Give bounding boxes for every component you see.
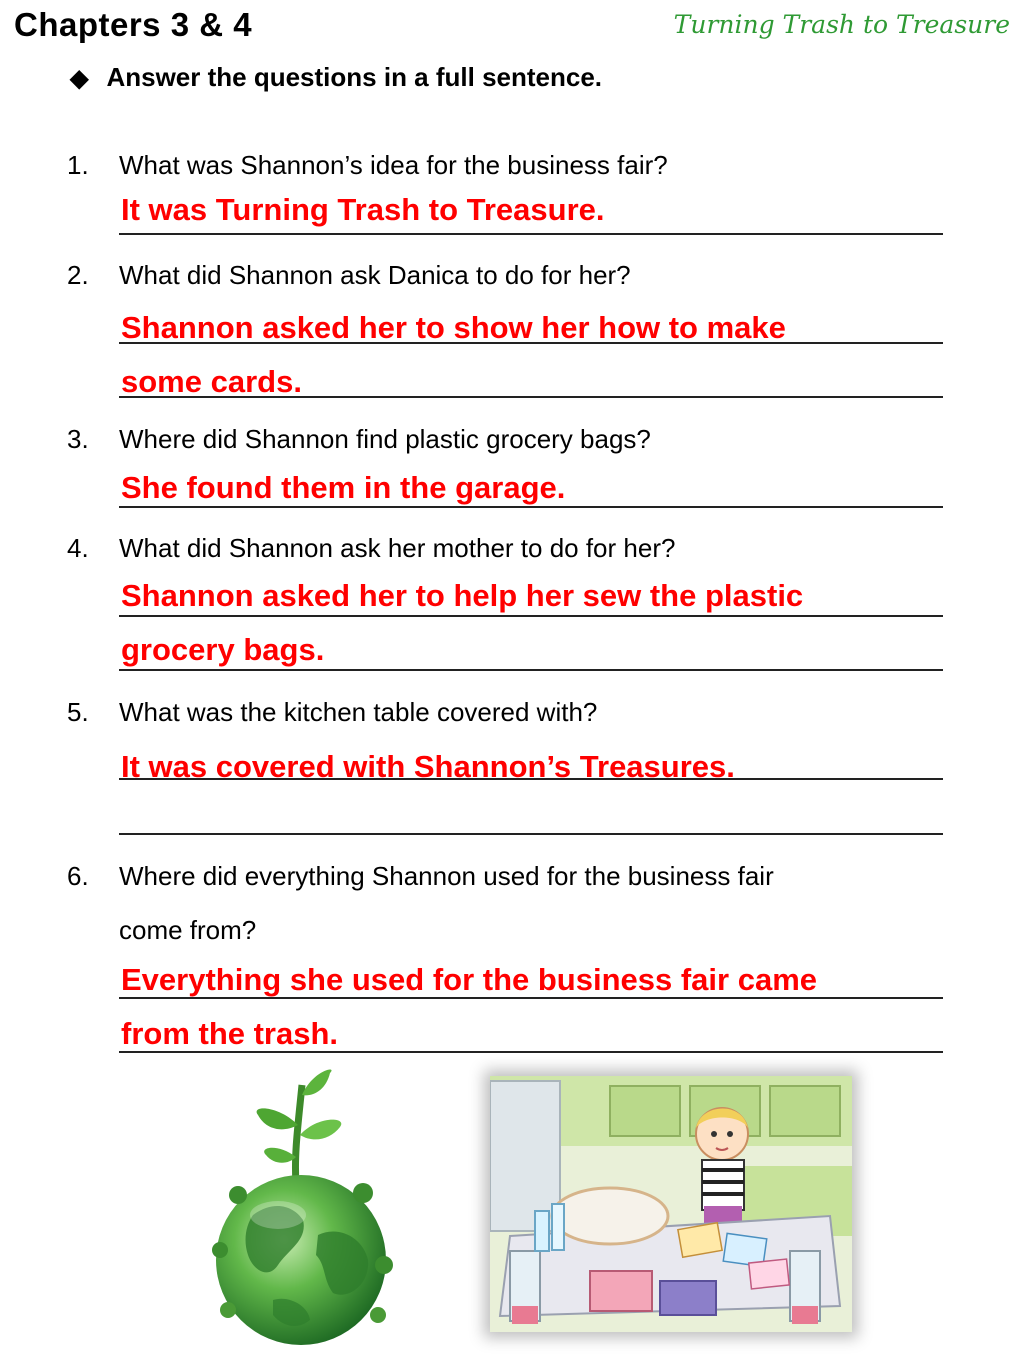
globe-sprout-icon xyxy=(198,1065,408,1345)
diamond-bullet-icon: ◆ xyxy=(70,65,89,92)
instruction-text: Answer the questions in a full sentence. xyxy=(106,62,603,92)
page-title: Chapters 3 & 4 xyxy=(14,6,253,43)
answer-line xyxy=(119,506,943,508)
green-globe-illustration xyxy=(198,1065,408,1345)
answer-line xyxy=(119,615,943,617)
answer-line xyxy=(119,669,943,671)
answer-line xyxy=(119,1051,943,1053)
answer-text: Everything she used for the business fair came xyxy=(121,962,818,997)
question-number: 2. xyxy=(67,260,89,290)
girl-with-treasures-icon xyxy=(490,1076,852,1332)
answer-text: Shannon asked her to show her how to make xyxy=(121,310,786,345)
answer-text: grocery bags. xyxy=(121,632,325,667)
question-text: come from? xyxy=(119,915,257,945)
answer-text: some cards. xyxy=(121,364,302,399)
question-number: 6. xyxy=(67,861,89,891)
answer-text: from the trash. xyxy=(121,1016,339,1051)
answer-line xyxy=(119,833,943,835)
question-text: Where did everything Shannon used for the business fair xyxy=(119,861,774,891)
question-text: Where did Shannon find plastic grocery bags? xyxy=(119,424,651,454)
answer-line xyxy=(119,233,943,235)
page-subtitle: Turning Trash to Treasure xyxy=(673,10,1010,39)
answer-text: It was covered with Shannon’s Treasures. xyxy=(121,749,735,784)
question-text: What was Shannon’s idea for the business fair? xyxy=(119,150,668,180)
question-text: What did Shannon ask her mother to do for her? xyxy=(119,533,676,563)
answer-line xyxy=(119,997,943,999)
question-number: 3. xyxy=(67,424,89,454)
question-number: 4. xyxy=(67,533,89,563)
answer-line xyxy=(119,342,943,344)
answer-line xyxy=(119,778,943,780)
answer-line xyxy=(119,396,943,398)
answer-text: Shannon asked her to help her sew the plastic xyxy=(121,578,804,613)
question-number: 5. xyxy=(67,697,89,727)
question-text: What was the kitchen table covered with? xyxy=(119,697,598,727)
question-text: What did Shannon ask Danica to do for her? xyxy=(119,260,631,290)
answer-text: She found them in the garage. xyxy=(121,470,566,505)
kitchen-table-illustration xyxy=(490,1076,852,1332)
answer-text: It was Turning Trash to Treasure. xyxy=(121,192,605,227)
question-number: 1. xyxy=(67,150,89,180)
instruction xyxy=(70,62,602,93)
